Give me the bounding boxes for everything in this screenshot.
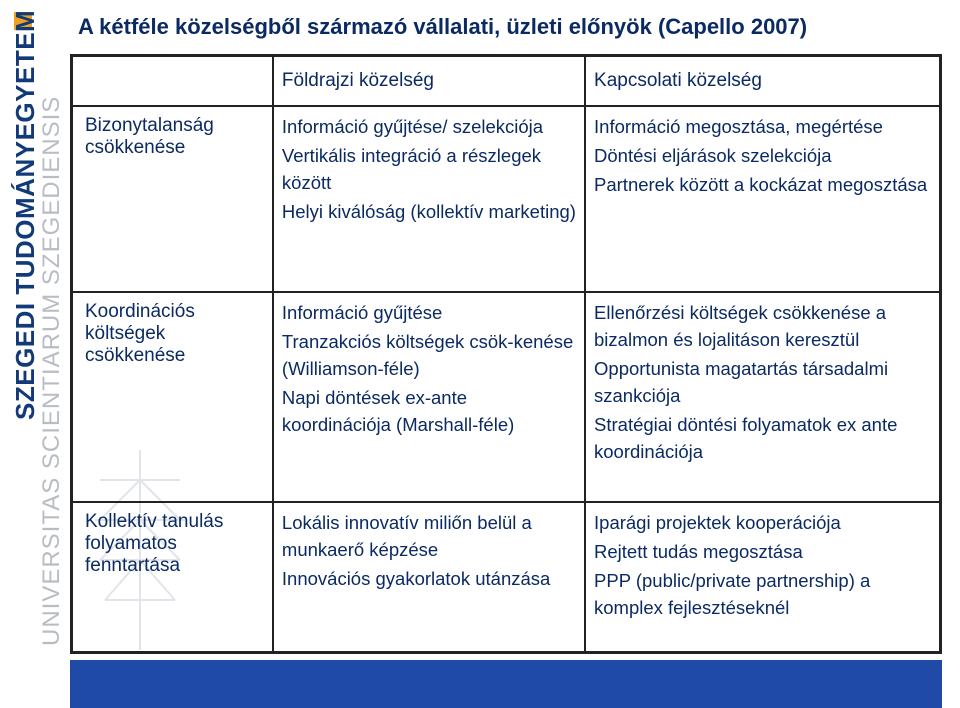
- list-item: Opportunista magatartás társadalmi szankciója: [594, 358, 889, 406]
- list-item: Információ gyűjtése/ szelekciója: [281, 116, 544, 137]
- list-item: Partnerek között a kockázat megosztása: [594, 174, 928, 195]
- list-item: Helyi kiválóság (kollektív marketing): [281, 201, 576, 222]
- rel-cell: [585, 106, 940, 292]
- header-empty-cell: [72, 56, 273, 107]
- table-row: [72, 292, 941, 502]
- list-item: Információ megosztása, megértése: [594, 116, 883, 137]
- row-label: Bizonytalanság csökkenése: [72, 106, 273, 292]
- table-row: [72, 502, 941, 653]
- list-item: PPP (public/private partnership) a komplex fejlesztéseknél: [594, 570, 871, 618]
- geo-cell: [273, 106, 585, 292]
- list-item: Döntési eljárások szelekciója: [594, 145, 832, 166]
- list-item: Stratégiai döntési folyamatok ex ante koordinációja: [594, 414, 898, 462]
- list-item: Rejtett tudás megosztása: [594, 541, 803, 562]
- list-item: Információ gyűjtése: [281, 302, 443, 323]
- rel-cell: [585, 292, 940, 502]
- rel-cell: [585, 502, 940, 653]
- table-header-row: [72, 56, 941, 107]
- table-row: [72, 106, 941, 292]
- list-item: Lokális innovatív miliőn belül a munkaerő képzése: [281, 512, 532, 560]
- list-item: Napi döntések ex-ante koordinációja (Marshall-féle): [281, 387, 515, 435]
- list-item: Innovációs gyakorlatok utánzása: [281, 568, 551, 589]
- university-brand: [0, 9, 68, 646]
- geo-cell: [273, 502, 585, 653]
- comparison-table: [70, 54, 942, 654]
- university-name: SZEGEDI TUDOMÁNYEGYETEM: [10, 9, 40, 420]
- row-label: Kollektív tanulás folyamatos fenntartása: [72, 502, 273, 653]
- footer-bar: [70, 660, 942, 708]
- header-geographic-proximity: Földrajzi közelség: [273, 56, 585, 107]
- row-label: Koordinációs költségek csökkenése: [72, 292, 273, 502]
- list-item: Ellenőrzési költségek csökkenése a bizalmon és lojalitáson keresztül: [594, 302, 887, 350]
- header-relational-proximity: Kapcsolati közelség: [585, 56, 940, 107]
- list-item: Iparági projektek kooperációja: [594, 512, 841, 533]
- slide-title: A kétféle közelségből származó vállalati, üzleti előnyök (Capello 2007): [78, 14, 808, 39]
- geo-cell: [273, 292, 585, 502]
- university-latin-name: UNIVERSITAS SCIENTIARUM SZEGEDIENSIS: [38, 95, 65, 646]
- list-item: Vertikális integráció a részlegek között: [281, 145, 542, 193]
- list-item: Tranzakciós költségek csök-kenése (Williamson-féle): [281, 331, 574, 379]
